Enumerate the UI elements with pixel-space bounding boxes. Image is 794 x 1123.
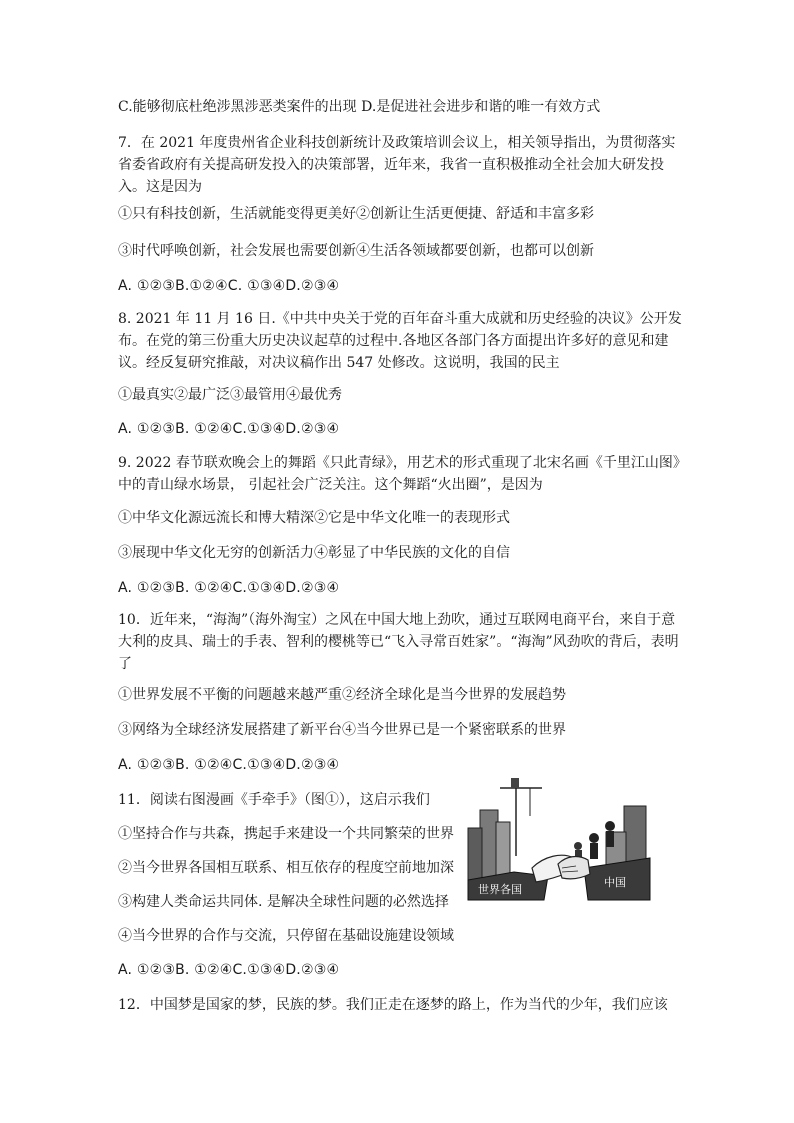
handshake-illustration: [532, 855, 590, 882]
q11-statement-3: ③构建人类命运共同体. 是解决全球性问题的必然选择: [118, 894, 449, 910]
q11-stem: 11．阅读右图漫画《手牵手》（图①），这启示我们: [118, 792, 430, 808]
q10-statement-3-4: ③网络为全球经济发展搭建了新平台④当今世界已是一个紧密联系的世界: [118, 722, 566, 738]
cartoon-label-world: 世界各国: [478, 883, 522, 896]
q7-stem: 7．在 2021 年度贵州省企业科技创新统计及政策培训会议上，相关领导指出，为贯彻落实省委省政府有关提高研发投入的决策部署，近年来，我省一直积极推动全社会加大研发投入。这是因为: [118, 135, 676, 195]
q12-stem: 12．中国梦是国家的梦，民族的梦。我们正走在逐梦的路上，作为当代的少年，我们应该: [118, 997, 668, 1013]
q9-stem: 9. 2022 春节联欢晚会上的舞蹈《只此青绿》，用艺术的形式重现了北宋名画《千里江山图》中的青山绿水场景， 引起社会广泛关注。这个舞蹈“火出圈”，是因为: [118, 455, 680, 493]
q11-statement-2: ②当今世界各国相互联系、相互依存的程度空前地加深: [118, 860, 454, 876]
q11-statement-1: ①坚持合作与共森，携起手来建设一个共同繁荣的世界: [118, 826, 454, 842]
q9-statement-3-4: ③展现中华文化无穷的创新活力④彰显了中华民族的文化的自信: [118, 545, 510, 561]
cartoon-label-china: 中国: [604, 876, 626, 889]
q8-choices: A. ①②③B. ①②④C.①③④D.②③④: [118, 421, 340, 437]
q9-statement-1-2: ①中华文化源远流长和博大精深②它是中华文化唯一的表现形式: [118, 510, 510, 526]
hand-in-hand-cartoon: [466, 776, 652, 908]
q11-choices: A. ①②③B. ①②④C.①③④D.②③④: [118, 962, 340, 978]
q9-choices: A. ①②③B. ①②④C.①③④D.②③④: [118, 580, 340, 596]
q10-choices: A. ①②③B. ①②④C.①③④D.②③④: [118, 757, 340, 773]
q7-statement-3-4: ③时代呼唤创新，社会发展也需要创新④生活各领域都要创新，也都可以创新: [118, 243, 594, 259]
q7-statement-1-2: ①只有科技创新，生活就能变得更美好②创新让生活更便捷、舒适和丰富多彩: [118, 206, 594, 222]
q6-options-c-d: C.能够彻底杜绝涉黑涉恶类案件的出现 D.是促进社会进步和谐的唯一有效方式: [118, 99, 601, 115]
q8-statements: ①最真实②最广泛③最管用④最优秀: [118, 387, 342, 403]
q10-statement-1-2: ①世界发展不平衡的问题越来越严重②经济全球化是当今世界的发展趋势: [118, 687, 566, 703]
q11-statement-4: ④当今世界的合作与交流，只停留在基础设施建设领域: [118, 928, 454, 944]
q7-choices: A. ①②③B.①②④C. ①③④D.②③④: [118, 278, 340, 294]
q8-stem: 8. 2021 年 11 月 16 日.《中共中央关于党的百年奋斗重大成就和历史经验的决议》公开发布。在党的第三份重大历史决议起草的过程中.各地区各部门各方面提出许多好的意见和建议。经反复研究推敲，对决议稿作出 547 处修改。这说明，我国的民主: [118, 311, 682, 371]
q10-stem: 10．近年来，“海淘”（海外淘宝）之风在中国大地上劲吹，通过互联网电商平台，来自于意大利的皮具、瑞士的手表、智利的樱桃等已“飞入寻常百姓家”。“海淘”风劲吹的背后，表明了: [118, 612, 679, 672]
